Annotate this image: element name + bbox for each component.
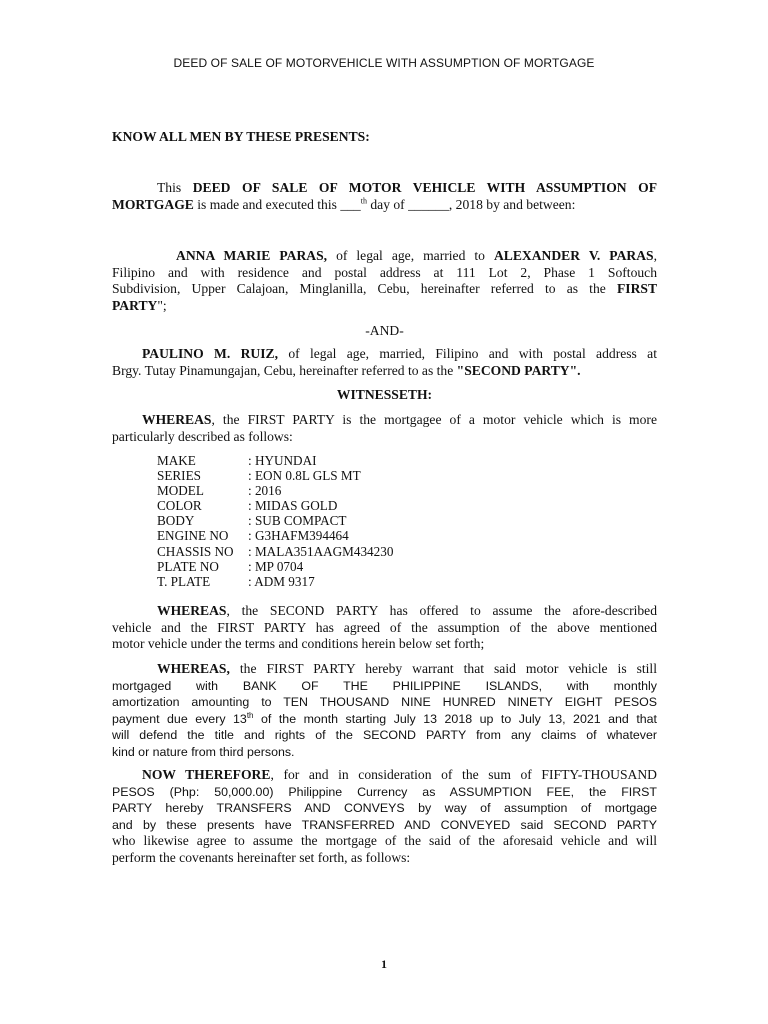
page-number: 1 [381, 957, 387, 971]
second-party-paragraph: PAULINO M. RUIZ, of legal age, married, Filipino and with postal address at Brgy. Tutay Pinamungajan, Cebu, hereinafter referred to as the "SECOND PARTY". [112, 346, 657, 378]
first-party-paragraph: ANNA MARIE PARAS, of legal age, married to ALEXANDER V. PARAS, Filipino and with residence and postal address at 111 Lot 2, Phase 1 Softouch Subdivision, Upper Calajoan, Minglanilla, Cebu, hereinafter referred to as the FIRST PARTY"; [112, 248, 658, 313]
whereas-3-paragraph: WHEREAS, the FIRST PARTY hereby warrant that said motor vehicle is still mortgaged with BANK OF THE PHILIPPINE ISLANDS, with monthly amortization amounting to TEN THOUSAND NINE HUNRED NINETY EIGHT PESOS payment due every 13th of the month starting July 13 2018 up to July 13, 2021 and that will defend the title and rights of the SECOND PARTY from any claims of whatever kind or nature from third persons. [112, 661, 657, 759]
now-therefore-paragraph: NOW THEREFORE, for and in consideration of the sum of FIFTY-THOUSAND PESOS (Php: 50,000.00) Philippine Currency as ASSUMPTION FEE, the FIRST PARTY hereby TRANSFERS AND CONVEYS by way of assumption of mortgage and by these presents have TRANSFERRED AND CONVEYED said SECOND PARTY who likewise agree to assume the mortgage of the said of the aforesaid vehicle and will perform the covenants hereinafter set forth, as follows: [112, 767, 657, 865]
vehicle-row: COLOR : MIDAS GOLD [157, 498, 338, 514]
vehicle-row: ENGINE NO : G3HAFM394464 [157, 528, 349, 544]
whereas-1-paragraph: WHEREAS, the FIRST PARTY is the mortgagee of a motor vehicle which is more particularly described as follows: [112, 412, 657, 444]
document-title: DEED OF SALE OF MOTORVEHICLE WITH ASSUMPTION OF MORTGAGE [173, 56, 595, 70]
whereas-2-paragraph: WHEREAS, the SECOND PARTY has offered to assume the afore-described vehicle and the FIRST PARTY has agreed of the assumption of the above mentioned motor vehicle under the terms and conditions herein below set forth; [112, 603, 657, 651]
vehicle-row: SERIES : EON 0.8L GLS MT [157, 468, 361, 484]
intro-paragraph: This DEED OF SALE OF MOTOR VEHICLE WITH ASSUMPTION OF MORTGAGE is made and executed this ___$^{th}$ day of ______, 2018 by and between: [112, 180, 657, 212]
vehicle-row: T. PLATE : ADM 9317 [157, 573, 315, 589]
vehicle-row: PLATE NO : MP 0704 [157, 558, 304, 574]
witnesseth-heading: WITNESSETH: [336, 387, 433, 402]
vehicle-row: BODY : SUB COMPACT [157, 513, 347, 529]
vehicle-row: CHASSIS NO : MALA351AAGM434230 [157, 543, 394, 559]
vehicle-row: MODEL : 2016 [157, 483, 282, 499]
and-separator: -AND- [365, 323, 404, 338]
vehicle-row: MAKE : HYUNDAI [157, 453, 317, 468]
know-all-men-heading: KNOW ALL MEN BY THESE PRESENTS: [112, 129, 370, 144]
vehicle-description-list [157, 453, 393, 589]
